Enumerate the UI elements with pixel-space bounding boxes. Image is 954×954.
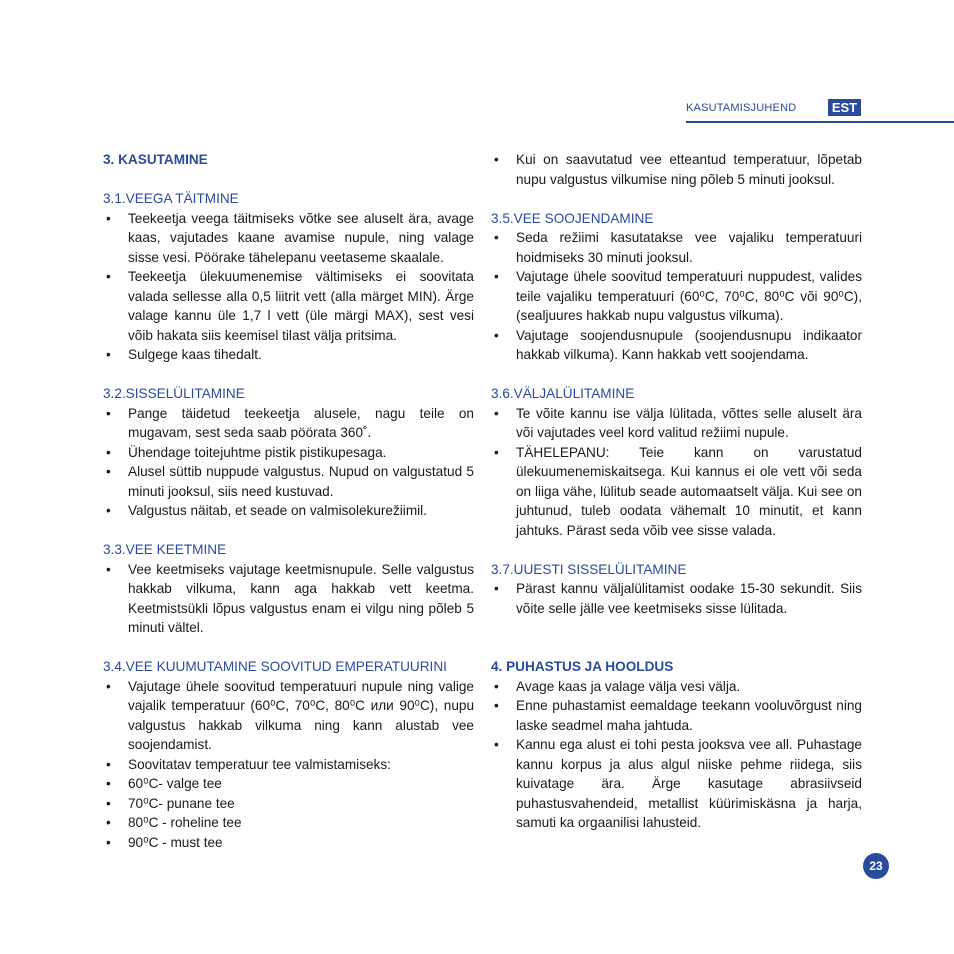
- list-3-1: [103, 209, 474, 365]
- list-3-4-continued: [491, 150, 862, 189]
- list-4: [491, 677, 862, 833]
- list-item: • Soovitatav temperatuur tee valmistamiseks:: [103, 755, 474, 775]
- language-badge: EST: [828, 99, 861, 116]
- list-item: • 70⁰C- punane tee: [103, 794, 474, 814]
- list-3-5: [491, 228, 862, 365]
- list-item: • Teekeetja ülekuumenemise vältimiseks ei soovitata valada sellesse alla 0,5 liitrit vett (alla märget MIN). Ärge valage kannu üle 1,7 l vett (üle märgi MAX), sest vesi võib hakata siis keemisel tilast välja pritsima.: [103, 267, 474, 345]
- subsection-title-3-1: 3.1.VEEGA TÄITMINE: [103, 191, 239, 206]
- list-item: • Pärast kannu väljalülitamist oodake 15-30 sekundit. Siis võite selle jälle vee keetmiseks sisse lülitada.: [491, 579, 862, 618]
- subsection-title-3-5: 3.5.VEE SOOJENDAMINE: [491, 210, 654, 226]
- list-item: • Vajutage ühele soovitud temperatuuri nupule ning valige vajalik temperatuur (60⁰C, 70⁰C, 80⁰C или 90⁰C), nupu valgustus hakkab vilkuma ning kann alustab vee soojendamist.: [103, 677, 474, 755]
- list-3-2: [103, 404, 474, 521]
- section-title-3: 3. KASUTAMINE: [103, 152, 208, 167]
- list-3-6: [491, 404, 862, 541]
- left-column: [103, 150, 474, 852]
- list-3-4: [103, 677, 474, 853]
- list-item: • Kui on saavutatud vee etteantud temperatuur, lõpetab nupu valgustus vilkumise ning põleb 5 minuti jooksul.: [491, 150, 862, 189]
- list-item: • 90⁰C - must tee: [103, 833, 474, 853]
- list-item: • Pange täidetud teekeetja alusele, nagu teile on mugavam, sest seda saab pöörata 360˚.: [103, 404, 474, 443]
- subsection-title-3-7: 3.7.UUESTI SISSELÜLITAMINE: [491, 561, 687, 577]
- list-item: • 60⁰C- valge tee: [103, 774, 474, 794]
- header-title: KASUTAMISJUHEND: [686, 102, 797, 114]
- right-column: [491, 150, 862, 833]
- list-item: • Teekeetja veega täitmiseks võtke see aluselt ära, avage kaas, vajutades kaane avamise nupule, ning valage sisse vesi. Pöörake tähelepanu veetaseme skaalale.: [103, 209, 474, 268]
- subsection-title-3-6: 3.6.VÄLJALÜLITAMINE: [491, 386, 635, 401]
- list-item: • Te võite kannu ise välja lülitada, võttes selle aluselt ära või vajutades veel kord valitud režiimi nupule.: [491, 404, 862, 443]
- list-item: • TÄHELEPANU: Teie kann on varustatud ülekuumenemiskaitsega. Kui kannus ei ole vett või seda on liiga vähe, lülitub seade automaatselt välja. Kui see on juhtunud, tuleb oodata vähemalt 10 minutit, et kann jahtuks. Pärast seda võib vee sisse valada.: [491, 443, 862, 541]
- list-item: • Avage kaas ja valage välja vesi välja.: [491, 677, 862, 697]
- list-item: • Seda režiimi kasutatakse vee vajaliku temperatuuri hoidmiseks 30 minuti jooksul.: [491, 228, 862, 267]
- list-item: • Vajutage soojendusnupule (soojendusnupu indikaator hakkab vilkuma). Kann hakkab vett soojendama.: [491, 326, 862, 365]
- subsection-title-3-3: 3.3.VEE KEETMINE: [103, 542, 227, 557]
- list-item: • Ühendage toitejuhtme pistik pistikupesaga.: [103, 443, 474, 463]
- list-item: • Vee keetmiseks vajutage keetmisnupule. Selle valgustus hakkab vilkuma, kann aga hakkab vett keetma. Keetmistsükli lõpus valgustus enam ei vilgu ning põleb 5 minuti vältel.: [103, 560, 474, 638]
- section-title-4: 4. PUHASTUS JA HOOLDUS: [491, 659, 674, 674]
- page-number-badge: 23: [863, 853, 889, 879]
- list-item: • Enne puhastamist eemaldage teekann vooluvõrgust ning laske seadmel maha jahtuda.: [491, 696, 862, 735]
- list-item: • Vajutage ühele soovitud temperatuuri nuppudest, valides teile vajaliku temperatuuri (60⁰C, 70⁰C, 80⁰C või 90⁰C), (sealjuures hakkab nupu valgustus vilkuma).: [491, 267, 862, 326]
- list-item: • Alusel süttib nuppude valgustus. Nupud on valgustatud 5 minuti jooksul, siis need kustuvad.: [103, 462, 474, 501]
- header-rule: [686, 121, 954, 123]
- subsection-title-3-2: 3.2.SISSELÜLITAMINE: [103, 386, 245, 401]
- list-item: • Sulgege kaas tihedalt.: [103, 345, 474, 365]
- list-3-3: [103, 560, 474, 638]
- list-item: • 80⁰C - roheline tee: [103, 813, 474, 833]
- list-3-7: [491, 579, 862, 618]
- list-item: • Valgustus näitab, et seade on valmisolekurežiimil.: [103, 501, 474, 521]
- list-item: • Kannu ega alust ei tohi pesta jooksva vee all. Puhastage kannu korpus ja alus algul niiske pehme riidega, siis kuivatage ära. Ärge kasutage abrasiivseid puhastusvahendeid, metallist küürimiskäsna ja harja, samuti ka orgaanilisi lahusteid.: [491, 735, 862, 833]
- page-header: [0, 0, 954, 130]
- subsection-title-3-4: 3.4.VEE KUUMUTAMINE SOOVITUD EMPERATUURINI: [103, 659, 447, 674]
